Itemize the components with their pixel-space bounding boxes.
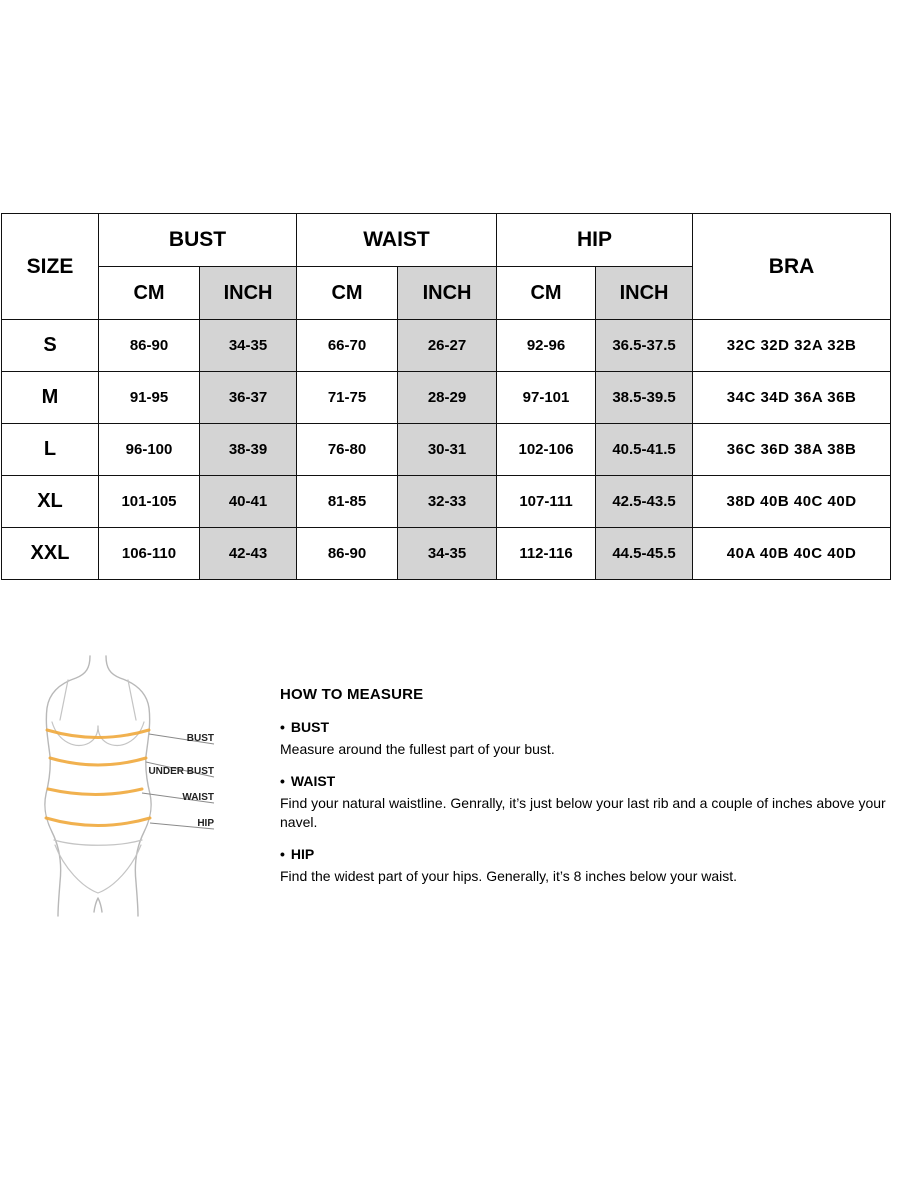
cell-bust-cm: 86-90 [99,320,200,372]
bullet-point: • [280,773,285,790]
header-waist-cm: CM [297,267,398,320]
cell-waist-cm: 81-85 [297,476,398,528]
cell-waist-cm: 86-90 [297,528,398,580]
cell-bra: 36C 36D 38A 38B [693,424,891,476]
measure-item-label [280,773,898,789]
measure-item-waist [280,773,898,832]
cell-hip-inch: 42.5-43.5 [596,476,693,528]
cell-size: L [2,424,99,476]
measure-item-bust [280,719,898,759]
cell-bust-cm: 91-95 [99,372,200,424]
figure-label-waist: WAIST [182,792,214,803]
underwear-outline [54,840,142,893]
cell-bust-cm: 106-110 [99,528,200,580]
cell-bust-inch: 36-37 [200,372,297,424]
cell-bust-cm: 101-105 [99,476,200,528]
table-row-m [2,372,891,424]
cell-hip-inch: 38.5-39.5 [596,372,693,424]
cell-bust-inch: 40-41 [200,476,297,528]
cell-size: M [2,372,99,424]
waist-measure-line [48,789,142,795]
cell-bra: 34C 34D 36A 36B [693,372,891,424]
figure-label-hip: HIP [197,818,214,829]
cell-waist-inch: 32-33 [398,476,497,528]
cell-bra: 38D 40B 40C 40D [693,476,891,528]
cell-bust-inch: 34-35 [200,320,297,372]
cell-hip-cm: 92-96 [497,320,596,372]
header-hip-inch: INCH [596,267,693,320]
measure-item-text: Measure around the fullest part of your bust. [280,741,555,757]
body-measurement-figure [8,652,238,922]
cell-hip-inch: 36.5-37.5 [596,320,693,372]
cell-waist-inch: 34-35 [398,528,497,580]
header-bust: BUST [99,214,297,267]
header-hip-cm: CM [497,267,596,320]
figure-label-bust: BUST [186,733,214,744]
measure-item-label [280,719,898,735]
cell-bra: 32C 32D 32A 32B [693,320,891,372]
size-chart-table [1,213,891,580]
measure-item-text: Find your natural waistline. Genrally, it’s just below your last rib and a couple of inches above your navel. [280,795,886,831]
header-size: SIZE [2,214,99,320]
header-bust-cm: CM [99,267,200,320]
table-header-row [2,214,891,267]
how-to-measure-section [280,686,898,900]
hip-measure-line [46,818,150,826]
measure-item-title: HIP [290,846,315,863]
header-bust-inch: INCH [200,267,297,320]
cell-waist-inch: 30-31 [398,424,497,476]
figure-labels [148,733,214,829]
figure-label-under-bust: UNDER BUST [148,766,214,777]
cell-size: S [2,320,99,372]
cell-bust-inch: 42-43 [200,528,297,580]
leader-lines [142,734,214,829]
header-bra: BRA [693,214,891,320]
cell-bust-cm: 96-100 [99,424,200,476]
cell-waist-cm: 66-70 [297,320,398,372]
cell-hip-cm: 102-106 [497,424,596,476]
cell-waist-cm: 71-75 [297,372,398,424]
cell-waist-cm: 76-80 [297,424,398,476]
table-row-xxl [2,528,891,580]
measure-item-title: BUST [290,719,330,735]
measurement-lines [46,730,150,826]
cell-hip-cm: 97-101 [497,372,596,424]
cell-waist-inch: 26-27 [398,320,497,372]
cell-bra: 40A 40B 40C 40D [693,528,891,580]
header-hip: HIP [497,214,693,267]
header-waist: WAIST [297,214,497,267]
measure-item-title: WAIST [290,773,336,790]
measure-item-hip [280,846,898,886]
body-outline [45,656,151,916]
cell-hip-cm: 112-116 [497,528,596,580]
table-row-l [2,424,891,476]
cell-hip-inch: 44.5-45.5 [596,528,693,580]
header-waist-inch: INCH [398,267,497,320]
table-row-xl [2,476,891,528]
measure-item-text: Find the widest part of your hips. Generally, it’s 8 inches below your waist. [280,868,738,885]
table-row-s [2,320,891,372]
under-bust-measure-line [50,758,146,765]
how-to-measure-title: HOW TO MEASURE [280,686,424,703]
cell-bust-inch: 38-39 [200,424,297,476]
cell-hip-cm: 107-111 [497,476,596,528]
bullet-point: • [280,719,285,735]
cell-hip-inch: 40.5-41.5 [596,424,693,476]
cell-size: XXL [2,528,99,580]
measure-item-label [280,846,898,862]
bullet-point: • [280,846,285,863]
cell-waist-inch: 28-29 [398,372,497,424]
cell-size: XL [2,476,99,528]
